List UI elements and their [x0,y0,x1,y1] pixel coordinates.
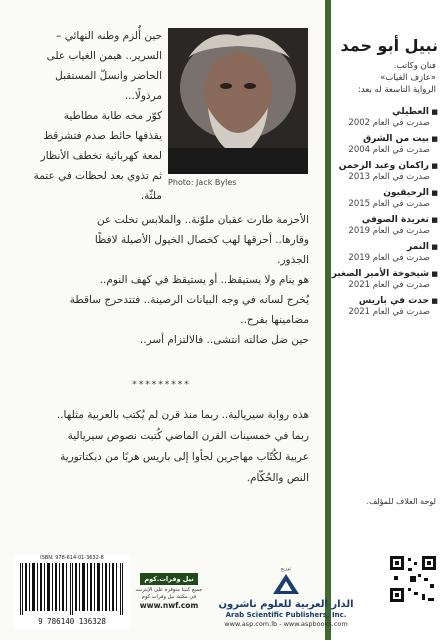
publisher-block [212,566,360,629]
portrait-illustration [168,28,308,174]
distribution-label: توزيع [280,566,292,572]
publisher-web[interactable]: www.asp.com.lb - www.aspbooks.com [224,620,348,628]
poem-line: السرير.. هيمن الغياب على [46,50,162,62]
cover-credit: لوحة الغلاف للمؤلف. [366,497,436,506]
book-year: صدرت في العام 2002 [348,118,430,128]
section-separator: ********* [132,380,191,390]
blurb-line: هذه رواية سيريالية.. ربما منذ قرن لم يُكتب بالعربية مثلها.. [56,409,309,421]
poem-line: مضامينها بفرح.. [240,314,309,326]
books-list [328,106,438,322]
intro-line: «عازف الغياب» [380,73,436,83]
book-title: ■ شيخوخة الأمير الصغير [328,268,438,280]
nwf-text: جميع كتبنا متوفرة على الإنترنت في مكتبة نيل وفرات.كوم [135,587,203,600]
book-title: ■ تغريدة الصوفي [328,214,438,226]
author-intro [328,60,436,96]
poem-line: ملثّة. [140,190,162,202]
poem-bottom [14,210,309,350]
book-year: صدرت في العام 2013 [348,172,430,182]
poem-line: هو ينام ولا يستيقظ.. أو يستيقظ في كهف النوم.. [99,274,309,286]
nwf-badge: نيل وفرات.كوم [140,573,197,585]
poem-line: مرذولًا... [124,90,162,102]
book-year: صدرت في العام 2021 [348,307,430,317]
nwf-url[interactable]: www.nwf.com [139,601,199,610]
author-name: نبيل أبو حمد [340,36,438,55]
publisher-name-ar: الدار العربية للعلوم ناشرون [218,599,354,610]
book-item [328,295,438,318]
blurb-line: النص والحُكّام. [246,472,309,484]
poem-line: لمعة كهربائية تخطف الأنظار [40,150,162,162]
nwf-promo [134,566,204,624]
isbn-barcode-block [14,555,130,629]
book-title: ■ النمر [328,241,438,253]
publisher-name-en: Arab Scientific Publishers, Inc. [225,611,347,619]
author-photo [168,28,308,174]
intro-line: الرواية التاسعة له بعد: [358,85,436,95]
poem-line: وقارها.. أحرقها لهب كخصال الخيول الأصيلة لافظًا [94,234,309,246]
book-year: صدرت في العام 2019 [348,226,430,236]
intro-line: فنان وكاتب. [393,61,436,71]
isbn-label: ISBN: 978-614-01-3632-8 [40,555,104,561]
book-item [328,133,438,156]
book-item [328,241,438,264]
barcode-graphic [18,563,126,615]
blurb-line: ربما في خمسينات القرن الماضي كُتبت نصوص سيريالية [67,430,309,442]
photo-caption: Photo: Jack Byles [168,178,237,187]
poem-line: يقذفها حائط صدم فتشرقط [43,130,162,142]
book-item [328,214,438,237]
poem-line: الأحزمة طارت عقبان ملوّنة.. والملابس تخلت عن [97,214,309,226]
book-year: صدرت في العام 2004 [348,145,430,155]
poem-line: كوّر مخه طابة مطاطية [63,110,162,122]
book-title: ■ بيت من الشرق [328,133,438,145]
poem-line: حين ضل ضالته انتشى.. فالالتزام أسر.. [139,334,309,346]
poem-top [14,26,162,206]
blurb-line: عربية لكُتّاب مهاجرين لجأوا إلى باريس هربًا من ديكتاتورية [60,451,309,463]
book-title: ■ راكمان وعبد الرحمن [328,160,438,172]
poem-line: حين أُلزم وطنه النهائي – [56,30,162,42]
book-item [328,187,438,210]
book-item [328,160,438,183]
book-blurb [14,405,309,489]
poem-line: الحاضر وانسلّ المستقبل [55,70,162,82]
book-year: صدرت في العام 2019 [348,253,430,263]
book-item [328,268,438,291]
book-title: ■ حدث في باريس [328,295,438,307]
publisher-logo-icon [273,574,299,594]
qr-code-icon [388,554,438,604]
isbn-number: 9 786140 136328 [38,617,106,626]
book-year: صدرت في العام 2021 [348,280,430,290]
poem-line: الجذور. [277,254,309,266]
book-item [328,106,438,129]
book-year: صدرت في العام 2015 [348,199,430,209]
book-title: ■ الرحيقيون [328,187,438,199]
book-title: ■ العطيلي [328,106,438,118]
poem-line: يُخرج لسانه في وجه البيانات الرصينة.. فتتدحرج ساقطة [69,294,309,306]
qr-code[interactable] [388,554,438,624]
poem-line: ثم تذوي بعد لحظات في عتمة [33,170,162,182]
author-sidebar [331,0,446,640]
